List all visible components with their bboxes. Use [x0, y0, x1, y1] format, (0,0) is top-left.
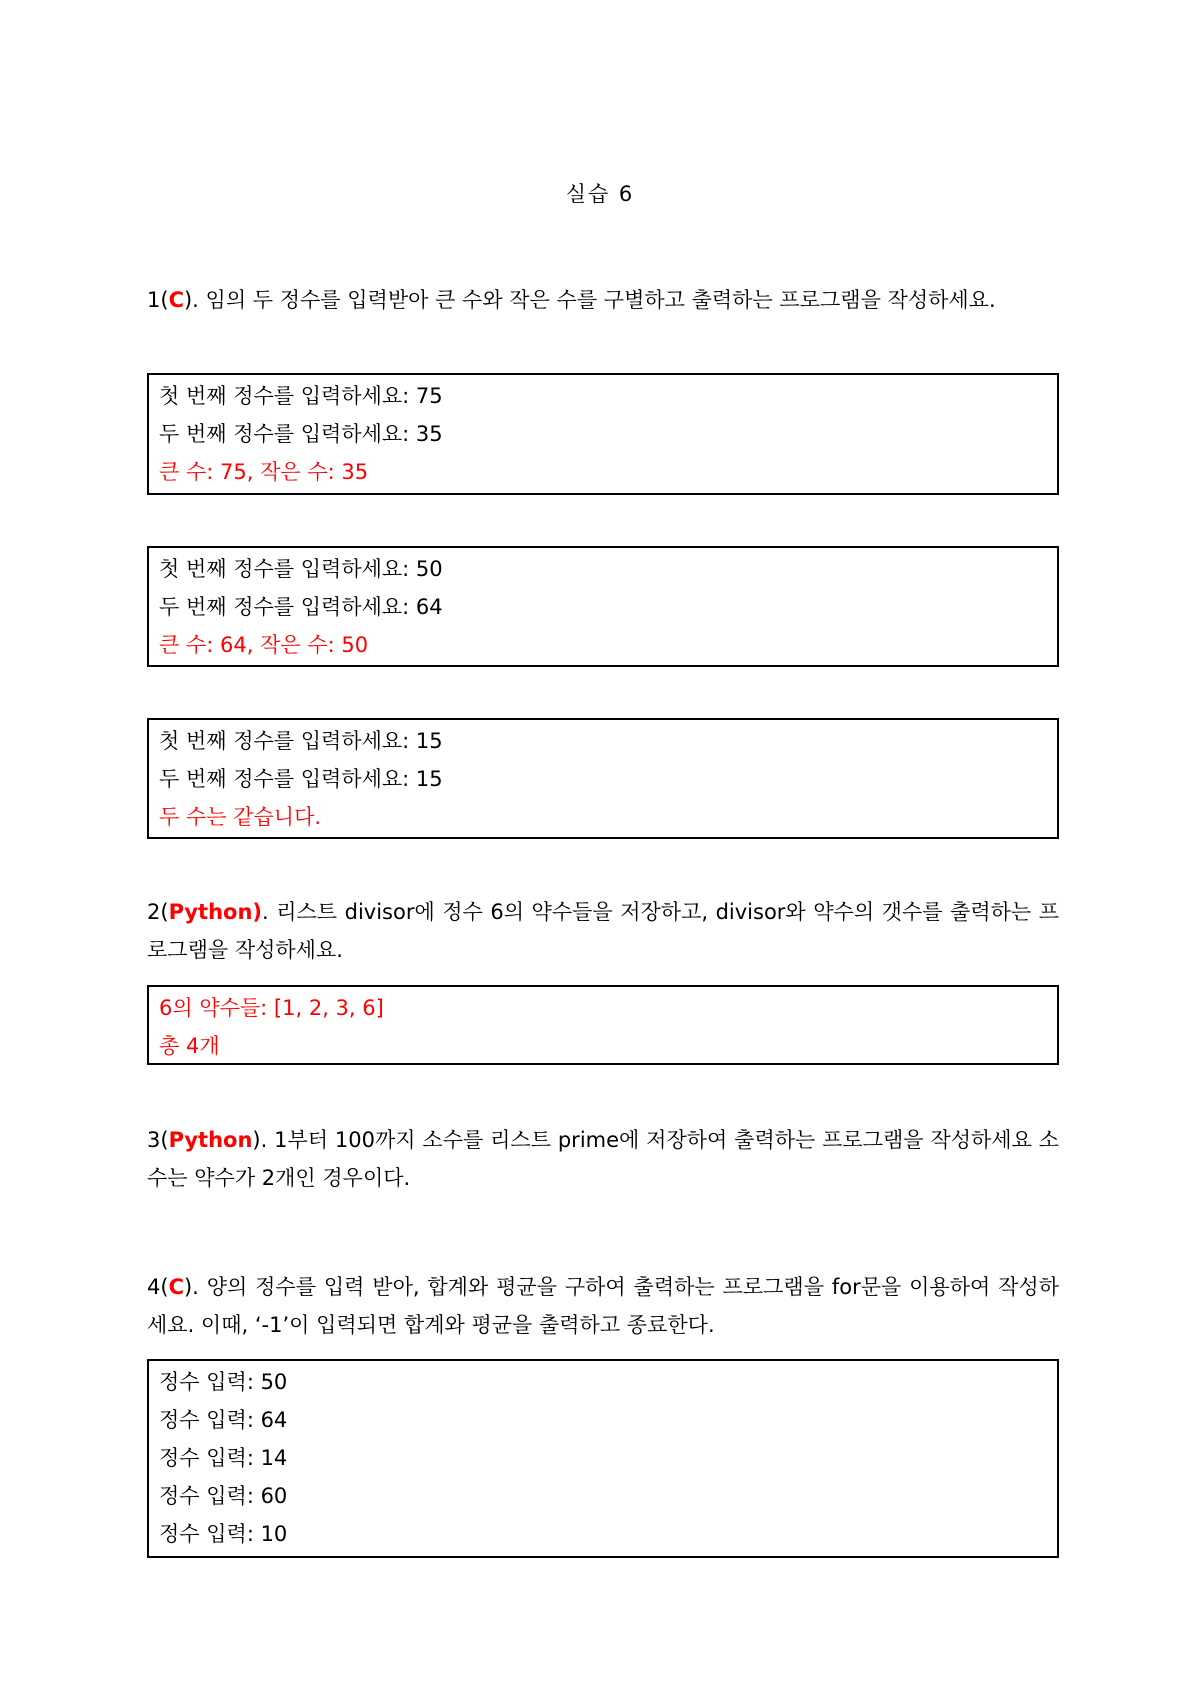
question-3-text: 1부터 100까지 소수를 리스트 prime에 저장하여 출력하는 프로그램을 작성하세요 소수는 약수가 2개인 경우이다.	[147, 1128, 1060, 1190]
example-input-line: 정수 입력: 14	[159, 1446, 288, 1470]
question-3-number-close: ).	[252, 1128, 275, 1152]
q1-example-box-2	[147, 546, 1059, 667]
question-3-language-tag: Python	[168, 1128, 253, 1152]
question-3	[147, 1121, 1059, 1197]
example-output-line: 큰 수: 64, 작은 수: 50	[159, 633, 369, 657]
page-title: 실습 6	[565, 182, 635, 206]
example-input-line: 정수 입력: 64	[159, 1408, 288, 1432]
question-1-number-close: ).	[183, 288, 206, 312]
question-4	[147, 1268, 1059, 1344]
q1-example-box-3	[147, 718, 1059, 839]
question-4-number-close: ).	[183, 1275, 207, 1299]
question-4-text: 양의 정수를 입력 받아, 합계와 평균을 구하여 출력하는 프로그램을 for문을 이용하여 작성하세요. 이때, ‘-1’이 입력되면 합계와 평균을 출력하고 종료한다.	[147, 1275, 1059, 1337]
example-input-line: 두 번째 정수를 입력하세요: 35	[159, 422, 443, 446]
question-3-number: 3(	[147, 1128, 169, 1152]
q2-example-box	[147, 985, 1059, 1065]
example-input-line: 정수 입력: 50	[159, 1370, 288, 1394]
q1-example-box-1	[147, 373, 1059, 495]
question-2	[147, 893, 1059, 969]
q4-example-box	[147, 1359, 1059, 1558]
question-1	[147, 281, 1059, 319]
question-2-language-tag: Python)	[168, 900, 262, 924]
question-2-number-close: .	[262, 900, 277, 924]
example-input-line: 두 번째 정수를 입력하세요: 64	[159, 595, 443, 619]
example-input-line: 첫 번째 정수를 입력하세요: 75	[159, 384, 443, 408]
example-input-line: 정수 입력: 10	[159, 1522, 288, 1546]
question-2-text: 리스트 divisor에 정수 6의 약수들을 저장하고, divisor와 약수의 갯수를 출력하는 프로그램을 작성하세요.	[147, 900, 1059, 962]
example-input-line: 두 번째 정수를 입력하세요: 15	[159, 767, 443, 791]
example-input-line: 첫 번째 정수를 입력하세요: 50	[159, 557, 443, 581]
example-output-line: 6의 약수들: [1, 2, 3, 6]	[159, 996, 384, 1020]
question-2-number: 2(	[147, 900, 169, 924]
question-4-number: 4(	[147, 1275, 169, 1299]
question-4-language-tag: C	[168, 1275, 184, 1299]
question-1-number: 1(	[147, 288, 169, 312]
example-output-line: 큰 수: 75, 작은 수: 35	[159, 460, 369, 484]
question-1-language-tag: C	[168, 288, 184, 312]
example-output-line: 총 4개	[159, 1034, 220, 1058]
question-1-text: 임의 두 정수를 입력받아 큰 수와 작은 수를 구별하고 출력하는 프로그램을 작성하세요.	[205, 288, 996, 312]
example-output-line: 두 수는 같습니다.	[159, 805, 322, 829]
example-input-line: 첫 번째 정수를 입력하세요: 15	[159, 729, 443, 753]
example-input-line: 정수 입력: 60	[159, 1484, 288, 1508]
